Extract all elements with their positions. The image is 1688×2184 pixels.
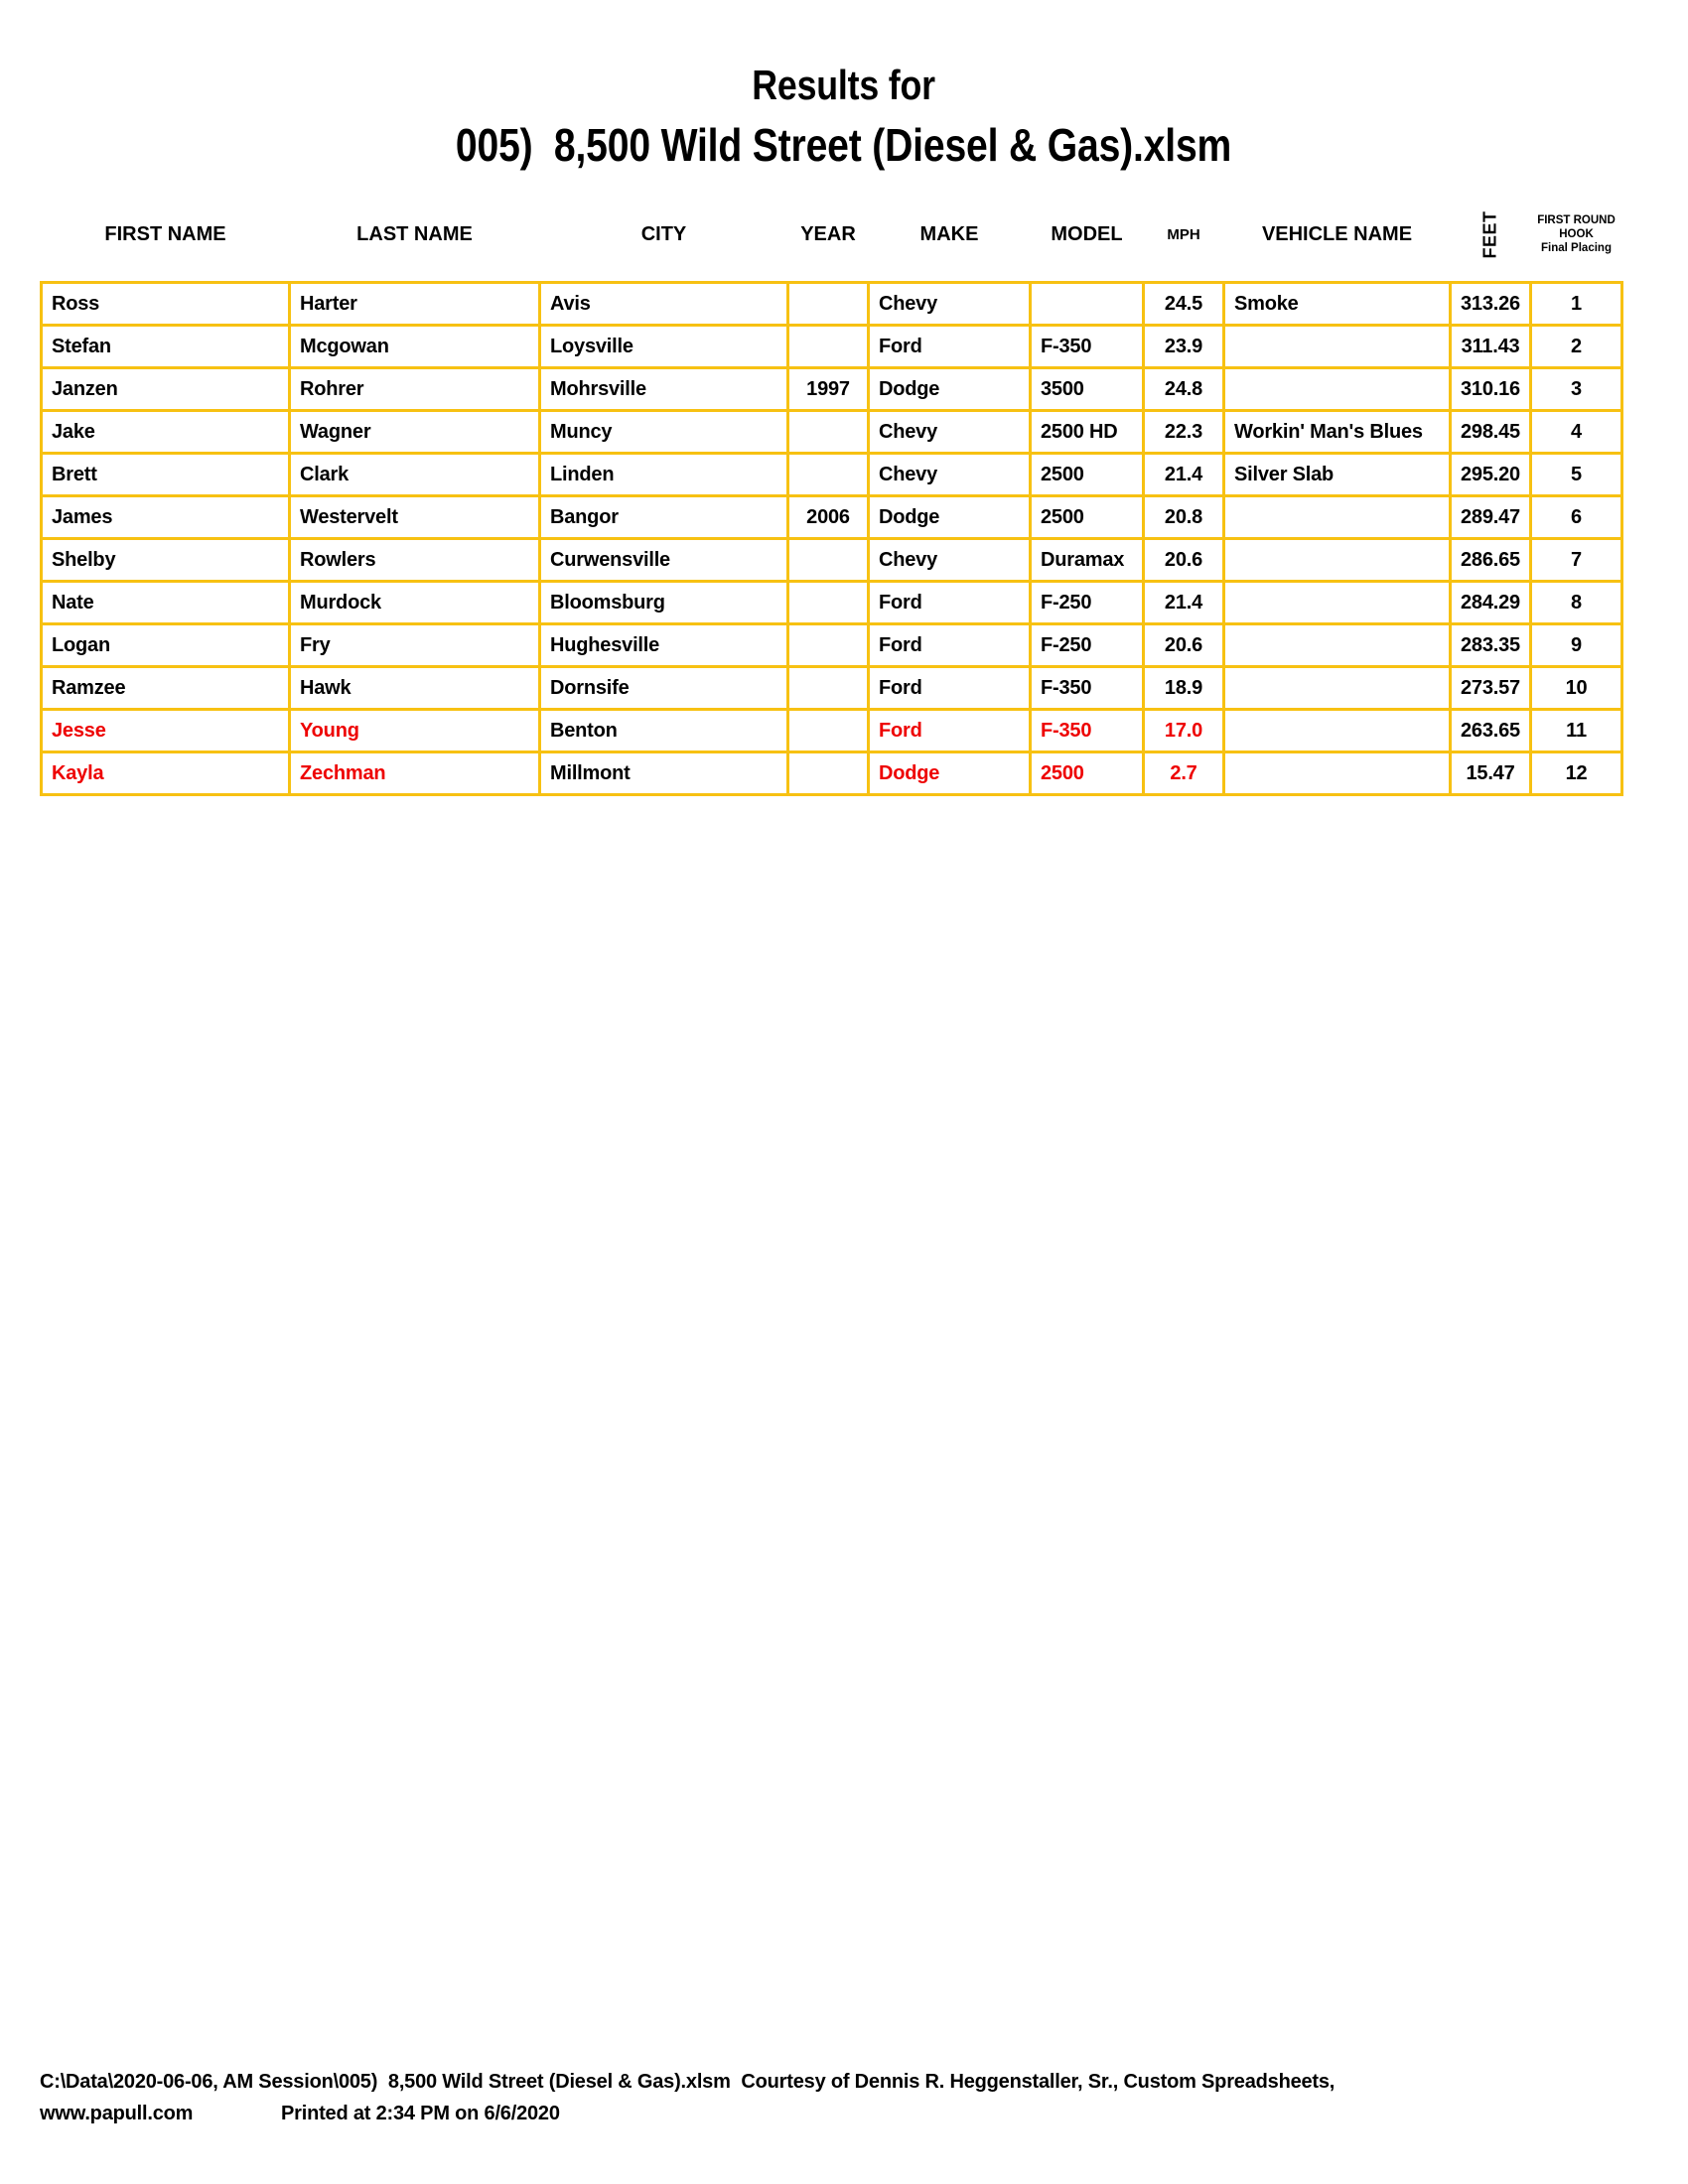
hook-label-line3: Final Placing — [1541, 242, 1612, 254]
cell-make: Chevy — [869, 539, 1031, 582]
cell-first-name: Nate — [42, 582, 290, 624]
cell-vehicle-name — [1224, 710, 1451, 752]
cell-feet: 311.43 — [1451, 326, 1531, 368]
cell-make: Ford — [869, 710, 1031, 752]
cell-make: Chevy — [869, 411, 1031, 454]
cell-model — [1031, 283, 1144, 326]
cell-city: Linden — [540, 454, 788, 496]
cell-mph: 21.4 — [1144, 582, 1224, 624]
cell-mph: 17.0 — [1144, 710, 1224, 752]
column-header-vehicle-name: VEHICLE NAME — [1261, 222, 1413, 245]
cell-mph: 20.8 — [1144, 496, 1224, 539]
cell-model: F-350 — [1031, 667, 1144, 710]
cell-mph: 2.7 — [1144, 752, 1224, 795]
cell-model: 2500 — [1031, 752, 1144, 795]
cell-model: 2500 — [1031, 496, 1144, 539]
cell-city: Loysville — [540, 326, 788, 368]
cell-year — [788, 539, 869, 582]
cell-year — [788, 752, 869, 795]
cell-model: F-350 — [1031, 710, 1144, 752]
cell-first-name: Janzen — [42, 368, 290, 411]
cell-make: Dodge — [869, 752, 1031, 795]
cell-placing: 4 — [1531, 411, 1622, 454]
cell-year — [788, 454, 869, 496]
cell-last-name: Clark — [290, 454, 540, 496]
cell-year — [788, 283, 869, 326]
cell-city: Bangor — [540, 496, 788, 539]
cell-feet: 286.65 — [1451, 539, 1531, 582]
table-row — [42, 539, 1622, 582]
cell-last-name: Fry — [290, 624, 540, 667]
cell-placing: 7 — [1531, 539, 1622, 582]
cell-first-name: James — [42, 496, 290, 539]
footer-file-path: C:\Data\2020-06-06, AM Session\005) 8,500 Wild Street (Diesel & Gas).xlsm Courtesy of Dennis R. Heggenstaller, Sr., Custom Spreadsheets, — [40, 2071, 1336, 2093]
cell-city: Avis — [540, 283, 788, 326]
cell-vehicle-name — [1224, 582, 1451, 624]
cell-feet: 298.45 — [1451, 411, 1531, 454]
cell-model: F-350 — [1031, 326, 1144, 368]
cell-vehicle-name — [1224, 539, 1451, 582]
cell-last-name: Young — [290, 710, 540, 752]
cell-feet: 310.16 — [1451, 368, 1531, 411]
table-row — [42, 283, 1622, 326]
cell-make: Dodge — [869, 496, 1031, 539]
cell-last-name: Westervelt — [290, 496, 540, 539]
cell-first-name: Logan — [42, 624, 290, 667]
cell-placing: 6 — [1531, 496, 1622, 539]
feet-rotated-label: FEET — [1479, 209, 1500, 259]
cell-city: Dornsife — [540, 667, 788, 710]
cell-placing: 2 — [1531, 326, 1622, 368]
cell-mph: 24.5 — [1144, 283, 1224, 326]
cell-make: Chevy — [869, 454, 1031, 496]
table-row — [42, 326, 1622, 368]
cell-mph: 20.6 — [1144, 624, 1224, 667]
cell-last-name: Rowlers — [290, 539, 540, 582]
header-row — [42, 194, 1622, 283]
cell-make: Ford — [869, 326, 1031, 368]
column-header-feet — [1451, 194, 1531, 283]
cell-year: 1997 — [788, 368, 869, 411]
cell-city: Millmont — [540, 752, 788, 795]
cell-feet: 284.29 — [1451, 582, 1531, 624]
cell-placing: 12 — [1531, 752, 1622, 795]
cell-vehicle-name — [1224, 624, 1451, 667]
cell-vehicle-name: Workin' Man's Blues — [1224, 411, 1451, 454]
table-row — [42, 624, 1622, 667]
footer-printed-at: Printed at 2:34 PM on 6/6/2020 — [281, 2103, 560, 2124]
cell-first-name: Stefan — [42, 326, 290, 368]
cell-first-name: Jake — [42, 411, 290, 454]
table-row — [42, 752, 1622, 795]
page-title-line1: Results for — [752, 62, 936, 108]
cell-model: 3500 — [1031, 368, 1144, 411]
cell-vehicle-name: Silver Slab — [1224, 454, 1451, 496]
cell-city: Mohrsville — [540, 368, 788, 411]
table-row — [42, 710, 1622, 752]
column-header-city: CITY — [640, 222, 687, 245]
cell-feet: 289.47 — [1451, 496, 1531, 539]
cell-model: F-250 — [1031, 624, 1144, 667]
column-header-year: YEAR — [800, 222, 856, 245]
cell-model: Duramax — [1031, 539, 1144, 582]
cell-placing: 8 — [1531, 582, 1622, 624]
cell-first-name: Shelby — [42, 539, 290, 582]
page-footer — [40, 2066, 1335, 2129]
table-row — [42, 368, 1622, 411]
cell-vehicle-name — [1224, 368, 1451, 411]
hook-label-line1: FIRST ROUND — [1537, 214, 1616, 226]
cell-vehicle-name — [1224, 667, 1451, 710]
cell-last-name: Murdock — [290, 582, 540, 624]
cell-mph: 20.6 — [1144, 539, 1224, 582]
column-header-placing — [1531, 194, 1622, 283]
footer-second-line — [40, 2098, 1335, 2129]
table-row — [42, 582, 1622, 624]
cell-year — [788, 667, 869, 710]
cell-year — [788, 710, 869, 752]
cell-first-name: Jesse — [42, 710, 290, 752]
cell-first-name: Ramzee — [42, 667, 290, 710]
cell-mph: 24.8 — [1144, 368, 1224, 411]
cell-city: Curwensville — [540, 539, 788, 582]
cell-make: Dodge — [869, 368, 1031, 411]
cell-first-name: Kayla — [42, 752, 290, 795]
cell-vehicle-name: Smoke — [1224, 283, 1451, 326]
cell-vehicle-name — [1224, 752, 1451, 795]
cell-feet: 273.57 — [1451, 667, 1531, 710]
column-header-model: MODEL — [1051, 222, 1123, 245]
cell-make: Chevy — [869, 283, 1031, 326]
cell-model: F-250 — [1031, 582, 1144, 624]
cell-last-name: Rohrer — [290, 368, 540, 411]
cell-model: 2500 — [1031, 454, 1144, 496]
cell-mph: 18.9 — [1144, 667, 1224, 710]
cell-city: Muncy — [540, 411, 788, 454]
column-header-first-name: FIRST NAME — [104, 222, 226, 245]
cell-last-name: Zechman — [290, 752, 540, 795]
cell-city: Bloomsburg — [540, 582, 788, 624]
cell-last-name: Mcgowan — [290, 326, 540, 368]
cell-year: 2006 — [788, 496, 869, 539]
cell-make: Ford — [869, 582, 1031, 624]
cell-last-name: Harter — [290, 283, 540, 326]
column-header-make: MAKE — [919, 222, 979, 245]
cell-year — [788, 411, 869, 454]
table-row — [42, 454, 1622, 496]
cell-last-name: Hawk — [290, 667, 540, 710]
cell-placing: 5 — [1531, 454, 1622, 496]
cell-feet: 313.26 — [1451, 283, 1531, 326]
column-header-mph: MPH — [1167, 225, 1200, 243]
cell-mph: 21.4 — [1144, 454, 1224, 496]
cell-placing: 10 — [1531, 667, 1622, 710]
cell-mph: 22.3 — [1144, 411, 1224, 454]
page-title-line2: 005) 8,500 Wild Street (Diesel & Gas).xlsm — [456, 119, 1232, 171]
cell-last-name: Wagner — [290, 411, 540, 454]
cell-feet: 283.35 — [1451, 624, 1531, 667]
cell-model: 2500 HD — [1031, 411, 1144, 454]
cell-year — [788, 624, 869, 667]
cell-city: Hughesville — [540, 624, 788, 667]
cell-make: Ford — [869, 624, 1031, 667]
cell-mph: 23.9 — [1144, 326, 1224, 368]
cell-feet: 295.20 — [1451, 454, 1531, 496]
cell-year — [788, 582, 869, 624]
cell-vehicle-name — [1224, 496, 1451, 539]
results-table — [40, 194, 1623, 796]
cell-feet: 263.65 — [1451, 710, 1531, 752]
cell-feet: 15.47 — [1451, 752, 1531, 795]
cell-city: Benton — [540, 710, 788, 752]
table-row — [42, 667, 1622, 710]
column-header-last-name: LAST NAME — [356, 222, 473, 245]
hook-label-line2: HOOK — [1559, 228, 1594, 240]
cell-placing: 1 — [1531, 283, 1622, 326]
cell-first-name: Ross — [42, 283, 290, 326]
table-row — [42, 411, 1622, 454]
table-row — [42, 496, 1622, 539]
cell-placing: 9 — [1531, 624, 1622, 667]
cell-first-name: Brett — [42, 454, 290, 496]
cell-year — [788, 326, 869, 368]
footer-website: www.papull.com — [40, 2103, 194, 2124]
cell-placing: 3 — [1531, 368, 1622, 411]
cell-make: Ford — [869, 667, 1031, 710]
cell-placing: 11 — [1531, 710, 1622, 752]
cell-vehicle-name — [1224, 326, 1451, 368]
